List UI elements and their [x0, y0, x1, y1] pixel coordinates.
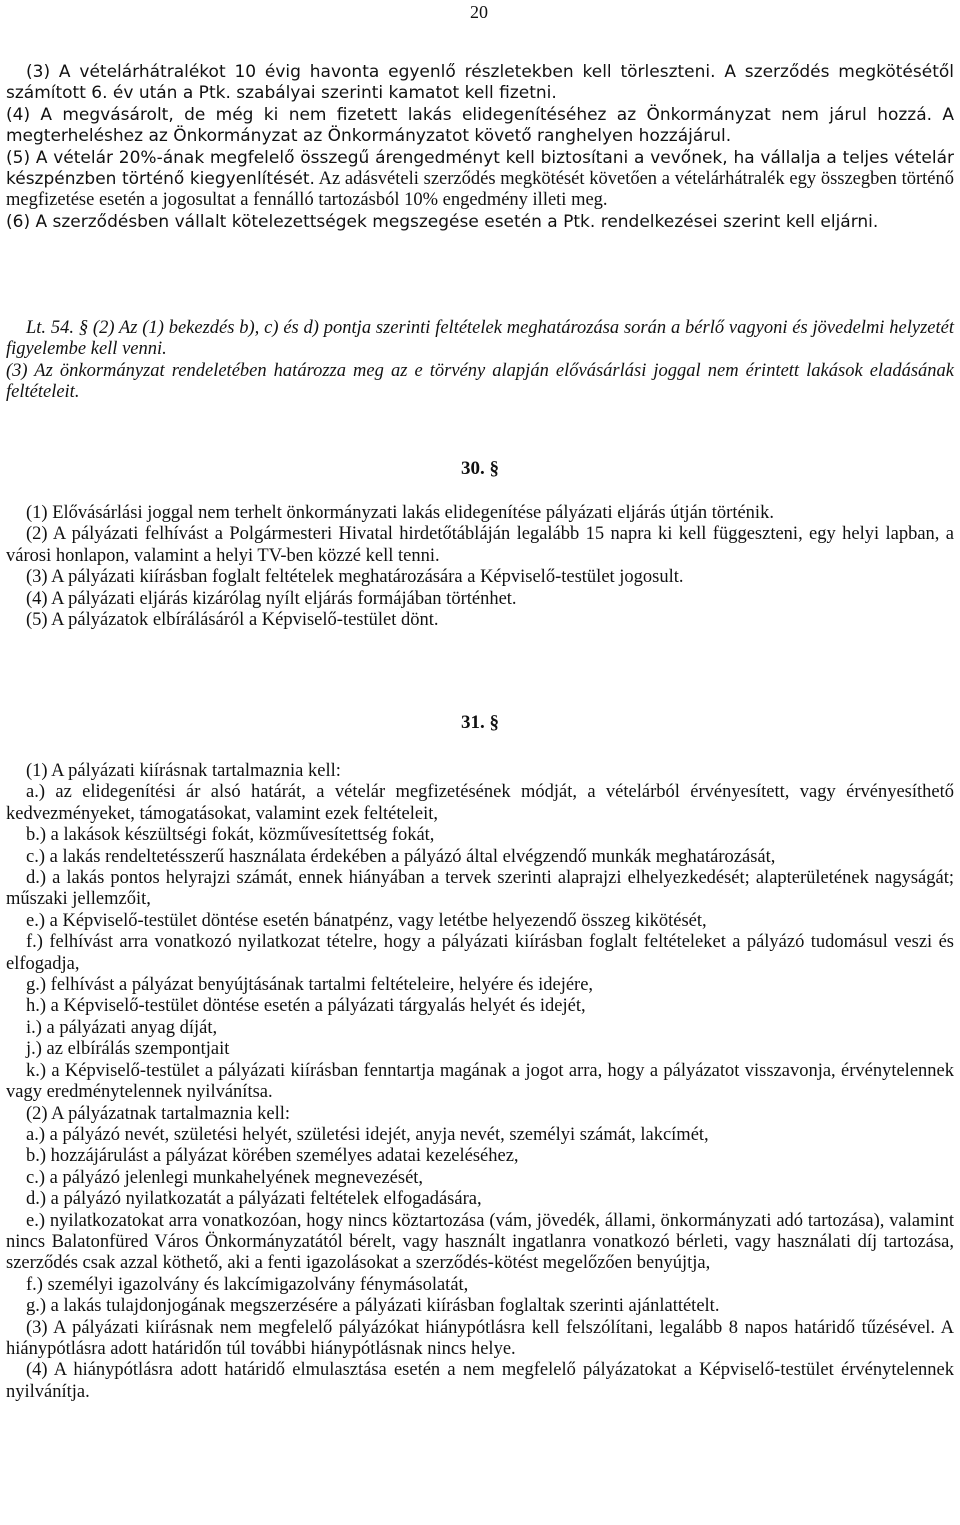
list1-item-k: k.) a Képviselő-testület a pályázati kiírásban fenntartja magának a jogot arra, hogy a pályázatot visszavonja, érvénytelennek vagy eredménytelennek nyilvánítsa. [6, 1060, 954, 1103]
law-quote-lt54: Lt. 54. § (2) Az (1) bekezdés b), c) és d) pontja szerinti feltételek meghatározása során a bérlő vagyoni és jövedelmi helyzetét figyelembe kell venni. [6, 318, 954, 360]
section-31-heading: 31. § [461, 712, 499, 733]
list1-item-i: i.) a pályázati anyag díját, [26, 1017, 218, 1038]
law-quote-section [6, 318, 954, 404]
list1-item-f: f.) felhívást arra vonatkozó nyilatkozat tételre, hogy a pályázati kiírásban foglalt feltételeket a pályázó tudomásul veszi és elfogadja, [6, 932, 954, 974]
section-30-paragraph-1: (1) Elővásárlási joggal nem terhelt önkormányzati lakás elidegenítése pályázati eljárás útján történik. [26, 503, 774, 523]
list2-item-b: b.) hozzájárulást a pályázat körében személyes adatai kezeléséhez, [26, 1146, 519, 1167]
section-31-intro-2: (2) A pályázatnak tartalmaznia kell: [26, 1103, 291, 1124]
section-31-body [6, 761, 954, 1403]
list1-item-c: c.) a lakás rendeltetésszerű használata érdekében a pályázó által elvégzendő munkák meghatározását, [26, 846, 776, 867]
top-section [6, 62, 954, 233]
paragraph-6: (6) A szerződésben vállalt kötelezettségek megszegése esetén a Ptk. rendelkezései szerint kell eljárni. [6, 211, 879, 232]
paragraph-5 [6, 148, 954, 212]
section-31-intro-1: (1) A pályázati kiírásnak tartalmaznia kell: [26, 761, 341, 781]
list1-item-b: b.) a lakások készültségi fokát, közművesítettség fokát, [26, 825, 435, 846]
page-number: 20 [470, 2, 488, 22]
list2-item-c: c.) a pályázó jelenlegi munkahelyének megnevezését, [26, 1167, 424, 1188]
section-30-paragraph-4: (4) A pályázati eljárás kizárólag nyílt eljárás formájában történhet. [26, 588, 517, 609]
list2-item-e: e.) nyilatkozatokat arra vonatkozóan, hogy nincs köztartozása (vám, jövedék, állami, önkormányzati adó tartozása), valamint nincs Balatonfüred Város Önkormányzatától bérelt, vagy használt ingatlanra vonatkozó bérleti, vagy használati díj tartozása, szerződés csak azzal köthető, aki a fenti igazolásokat a szerződés-kötést megelőzően benyújtja, [6, 1210, 954, 1274]
section-31-paragraph-3: (3) A pályázati kiírásnak nem megfelelő pályázókat hiánypótlásra kell felszólítani, legalább 8 napos határidő tűzésével. A hiánypótlásra adott határidőn túl további hiánypótlásnak nincs helye. [6, 1317, 954, 1359]
section-30-paragraph-3: (3) A pályázati kiírásban foglalt feltételek meghatározására a Képviselő-testület jogosult. [26, 567, 684, 588]
paragraph-5-part-a: (5) A vételár 20%-ának megfelelő összegű árengedményt kell biztosítani a vevőnek, ha vállalja a teljes vételár készpénzben történő kiegyenlítését. [6, 147, 954, 190]
section-30-paragraph-2: (2) A pályázati felhívást a Polgármesteri Hivatal hirdetőtábláján legalább 15 napra ki kell függeszteni, egy helyi lapban, a városi honlapon, valamint a helyi TV-ben közzé kell tenni. [6, 524, 954, 566]
list1-item-h: h.) a Képviselő-testület döntése esetén a pályázati tárgyalás helyét és idejét, [26, 996, 586, 1017]
list2-item-g: g.) a lakás tulajdonjogának megszerzésére a pályázati kiírásban foglaltak szerinti ajánlattételt. [26, 1296, 720, 1317]
paragraph-4: (4) A megvásárolt, de még ki nem fizetett lakás elidegenítéséhez az Önkormányzat nem járul hozzá. A megterheléshez az Önkormányzat az Önkormányzatot követő ranghelyen hozzájárul. [6, 104, 954, 147]
list1-item-d: d.) a lakás pontos helyrajzi számát, ennek hiányában a tervek szerinti alaprajzi elhelyezkedését; alapterületének nagyságát; műszaki jellemzőit, [6, 868, 954, 910]
list1-item-g: g.) felhívást a pályázat benyújtásának tartalmi feltételeire, helyére és idejére, [26, 975, 594, 996]
list2-item-d: d.) a pályázó nyilatkozatát a pályázati feltételek elfogadására, [26, 1189, 482, 1210]
law-quote-paragraph-3: (3) Az önkormányzat rendeletében határozza meg az e törvény alapján elővásárlási joggal nem érintett lakások eladásának feltételeit. [6, 360, 954, 403]
section-30-paragraph-5: (5) A pályázatok elbírálásáról a Képviselő-testület dönt. [26, 610, 439, 631]
list2-item-a: a.) a pályázó nevét, születési helyét, születési idejét, anyja nevét, személyi számát, lakcímét, [26, 1124, 709, 1145]
list1-item-a: a.) az elidegenítési ár alsó határát, a vételár megfizetésének módját, a vételárból érvényesített, vagy érvényesíthető kedvezményeket, támogatásokat, valamint ezek feltételeit, [6, 782, 954, 824]
section-30-body [6, 503, 954, 631]
list1-item-e: e.) a Képviselő-testület döntése esetén bánatpénz, vagy letétbe helyezendő összeg kikötését, [26, 910, 707, 931]
section-31-paragraph-4: (4) A hiánypótlásra adott határidő elmulasztása esetén a nem megfelelő pályázatokat a Képviselő-testület érvénytelennek nyilvánítja. [6, 1360, 954, 1402]
paragraph-3: (3) A vételárhátralékot 10 évig havonta egyenlő részletekben kell törleszteni. A szerződés megkötésétől számított 6. év után a Ptk. szabályai szerinti kamatot kell fizetni. [6, 62, 954, 104]
section-30-heading: 30. § [461, 458, 499, 479]
paragraph-5-part-b: Az adásvételi szerződés megkötését követően a vételárhátralék egy összegben történő megfizetése esetén a jogosultat a fennálló tartozásból 10% engedmény illeti meg. [6, 169, 954, 211]
list2-item-f: f.) személyi igazolvány és lakcímigazolvány fénymásolatát, [26, 1274, 469, 1295]
list1-item-j: j.) az elbírálás szempontjait [26, 1039, 230, 1060]
